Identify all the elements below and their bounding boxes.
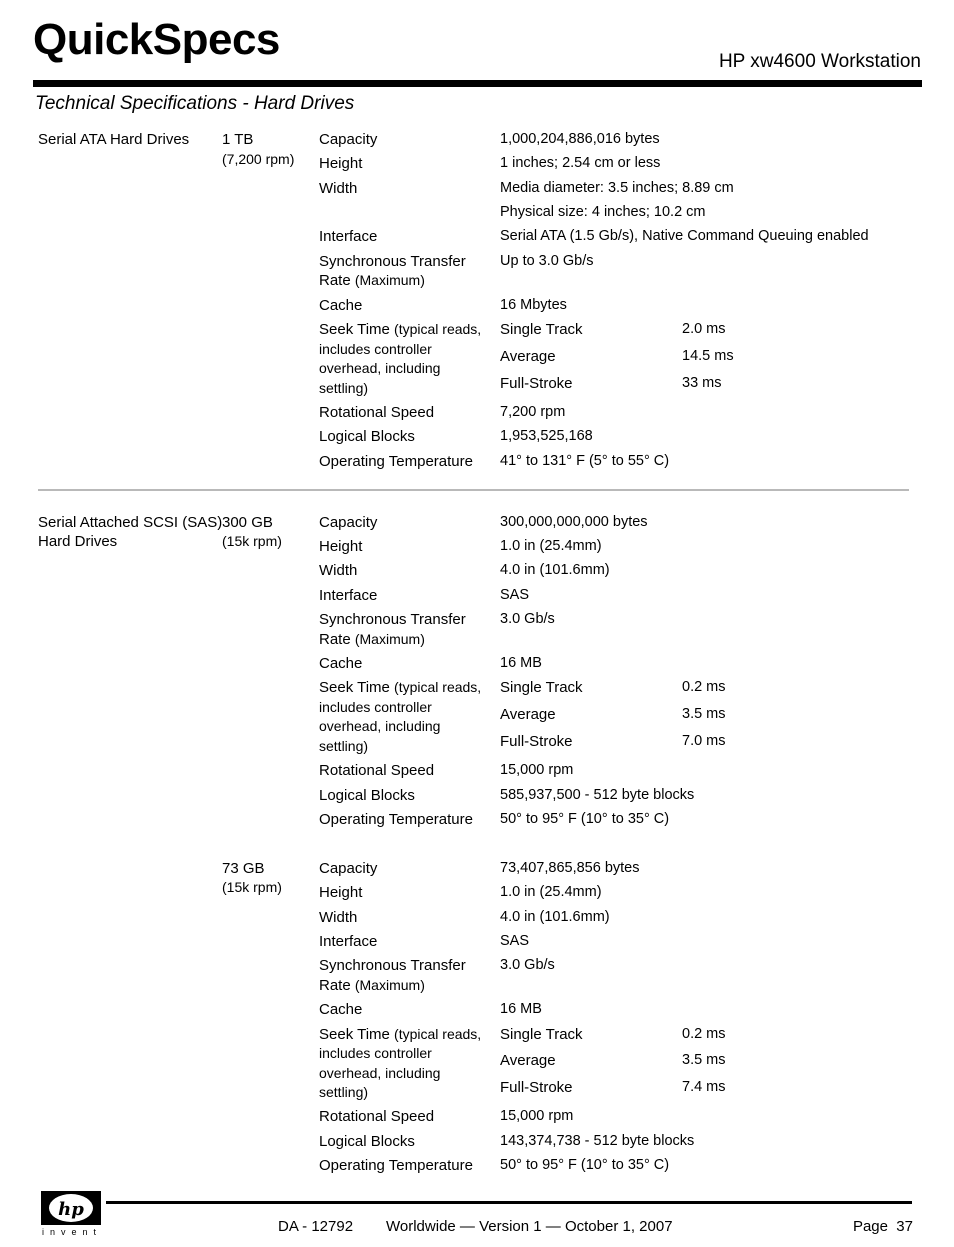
spec-label-cont (319, 271, 425, 291)
seek-row-label: Single Track (500, 321, 583, 338)
section-title: Technical Specifications - Hard Drives (35, 93, 355, 114)
footer-rule (106, 1201, 912, 1204)
spec-value: 7,200 rpm (500, 404, 566, 420)
spec-value: 1,953,525,168 (500, 428, 593, 444)
seek-row-label: Average (500, 706, 556, 723)
spec-value: 73,407,865,856 bytes (500, 860, 640, 876)
logo-tagline: invent (42, 1227, 103, 1237)
seek-row-label: Average (500, 1052, 556, 1069)
spec-label: Logical Blocks (319, 787, 415, 804)
spec-note: includes controller (319, 1045, 432, 1061)
spec-label: Cache (319, 655, 363, 672)
spec-note: settling) (319, 380, 369, 396)
spec-value: Physical size: 4 inches; 10.2 cm (500, 204, 706, 220)
seek-row-value: 0.2 ms (682, 679, 726, 695)
spec-label: Synchronous Transfer (319, 957, 466, 974)
spec-value: 143,374,738 - 512 byte blocks (500, 1133, 695, 1149)
spec-label: Logical Blocks (319, 428, 415, 445)
spec-label: Width (319, 180, 358, 197)
spec-label: Operating Temperature (319, 1157, 473, 1174)
seek-row-value: 3.5 ms (682, 706, 726, 722)
spec-label: Seek Time (319, 679, 390, 696)
spec-note: (typical reads, (394, 321, 482, 337)
seek-row-label: Full-Stroke (500, 375, 573, 392)
drive-model-rpm: (15k rpm) (222, 533, 282, 549)
spec-label: Width (319, 562, 358, 579)
spec-label-line2: Rate (319, 977, 351, 994)
spec-label: Logical Blocks (319, 1133, 415, 1150)
seek-row-value: 2.0 ms (682, 321, 726, 337)
brand-title: QuickSpecs (33, 15, 280, 64)
spec-value: 15,000 rpm (500, 1108, 574, 1124)
spec-value: 1 inches; 2.54 cm or less (500, 155, 661, 171)
page-number: Page 37 (852, 1218, 913, 1235)
spec-value: 3.0 Gb/s (500, 611, 555, 627)
spec-label-cont (319, 976, 425, 996)
drive-model-rpm: (7,200 rpm) (222, 151, 295, 167)
seek-row-label: Single Track (500, 1026, 583, 1043)
spec-value: 1,000,204,886,016 bytes (500, 131, 660, 147)
spec-value: 4.0 in (101.6mm) (500, 909, 610, 925)
spec-value: 585,937,500 - 512 byte blocks (500, 787, 695, 803)
spec-label: Interface (319, 587, 378, 604)
seek-row-value: 0.2 ms (682, 1026, 726, 1042)
spec-label: Operating Temperature (319, 811, 473, 828)
spec-label: Capacity (319, 514, 378, 531)
spec-note: includes controller (319, 341, 432, 357)
spec-label: Rotational Speed (319, 1108, 435, 1125)
version-info: Worldwide — Version 1 — October 1, 2007 (386, 1218, 673, 1235)
spec-label: Height (319, 884, 363, 901)
spec-note: (Maximum) (354, 631, 425, 647)
spec-label-seek (319, 1025, 481, 1045)
seek-row-label: Average (500, 348, 556, 365)
hp-logo-icon (41, 1191, 101, 1225)
spec-label: Height (319, 155, 363, 172)
hp-logo-text: hp (58, 1199, 84, 1220)
spec-label: Cache (319, 297, 363, 314)
spec-value: 16 MB (500, 655, 542, 671)
spec-note: settling) (319, 1084, 369, 1100)
seek-row-value: 7.0 ms (682, 733, 726, 749)
drive-category: Serial ATA Hard Drives (38, 131, 190, 148)
spec-label: Interface (319, 933, 378, 950)
doc-id: DA - 12792 (278, 1218, 354, 1235)
product-name: HP xw4600 Workstation (718, 51, 921, 72)
spec-value: SAS (500, 587, 530, 603)
spec-note: includes controller (319, 699, 432, 715)
spec-value: 300,000,000,000 bytes (500, 514, 648, 530)
section-divider (38, 489, 909, 491)
spec-label: Width (319, 909, 358, 926)
drive-model: 73 GB (222, 860, 265, 877)
spec-label-cont (319, 630, 425, 650)
spec-value: 15,000 rpm (500, 762, 574, 778)
spec-value: 50° to 95° F (10° to 35° C) (500, 811, 670, 827)
spec-value: Up to 3.0 Gb/s (500, 253, 594, 269)
spec-label-line2: Rate (319, 272, 351, 289)
spec-value: SAS (500, 933, 530, 949)
spec-label: Capacity (319, 860, 378, 877)
drive-category: Serial Attached SCSI (SAS) (38, 514, 223, 531)
spec-note: overhead, including (319, 1065, 441, 1081)
seek-row-value: 7.4 ms (682, 1079, 726, 1095)
spec-label: Seek Time (319, 321, 390, 338)
seek-row-label: Full-Stroke (500, 1079, 573, 1096)
seek-row-value: 14.5 ms (682, 348, 734, 364)
spec-note: overhead, including (319, 360, 441, 376)
spec-value: 41° to 131° F (5° to 55° C) (500, 453, 670, 469)
spec-note: (Maximum) (354, 977, 425, 993)
seek-row-value: 33 ms (682, 375, 722, 391)
spec-label: Operating Temperature (319, 453, 473, 470)
seek-row-value: 3.5 ms (682, 1052, 726, 1068)
spec-value: 50° to 95° F (10° to 35° C) (500, 1157, 670, 1173)
spec-label-seek (319, 678, 481, 698)
spec-note: overhead, including (319, 718, 441, 734)
spec-label-seek (319, 320, 481, 340)
spec-note: (typical reads, (394, 679, 482, 695)
spec-label: Rotational Speed (319, 404, 435, 421)
spec-note: (typical reads, (394, 1026, 482, 1042)
spec-note: (Maximum) (354, 272, 425, 288)
spec-note: settling) (319, 738, 369, 754)
seek-row-label: Full-Stroke (500, 733, 573, 750)
spec-value: Media diameter: 3.5 inches; 8.89 cm (500, 180, 734, 196)
spec-label: Seek Time (319, 1026, 390, 1043)
spec-value: 1.0 in (25.4mm) (500, 538, 602, 554)
spec-label-line2: Rate (319, 631, 351, 648)
spec-label: Height (319, 538, 363, 555)
spec-label: Rotational Speed (319, 762, 435, 779)
seek-row-label: Single Track (500, 679, 583, 696)
spec-value: 16 Mbytes (500, 297, 567, 313)
spec-label: Synchronous Transfer (319, 253, 466, 270)
spec-value: 16 MB (500, 1001, 542, 1017)
spec-label: Capacity (319, 131, 378, 148)
spec-value: Serial ATA (1.5 Gb/s), Native Command Queuing enabled (500, 228, 869, 244)
drive-model: 1 TB (222, 131, 254, 148)
drive-model: 300 GB (222, 514, 273, 531)
spec-label: Cache (319, 1001, 363, 1018)
spec-label: Synchronous Transfer (319, 611, 466, 628)
spec-label: Interface (319, 228, 378, 245)
spec-value: 3.0 Gb/s (500, 957, 555, 973)
spec-value: 1.0 in (25.4mm) (500, 884, 602, 900)
drive-category-cont: Hard Drives (38, 533, 118, 550)
drive-model-rpm: (15k rpm) (222, 879, 282, 895)
spec-value: 4.0 in (101.6mm) (500, 562, 610, 578)
header-rule (33, 80, 922, 87)
